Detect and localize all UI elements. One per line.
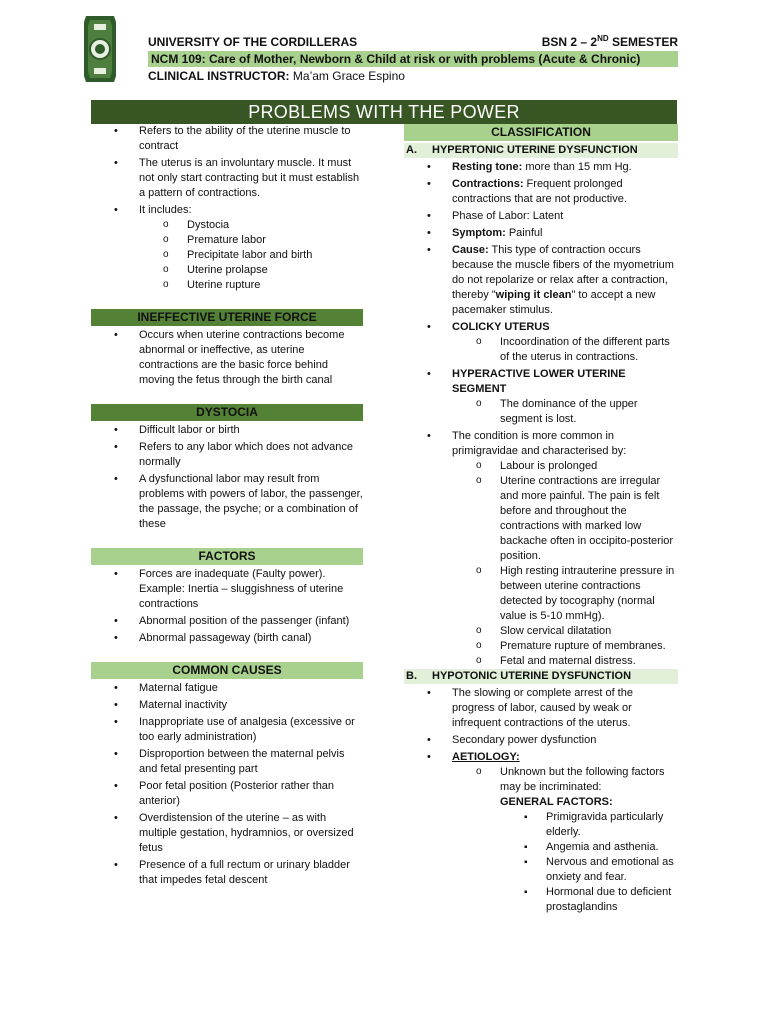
list-item: • Abnormal position of the passenger (infant) xyxy=(91,614,363,629)
subheading-hypertonic: A. HYPERTONIC UTERINE DYSFUNCTION xyxy=(404,143,678,158)
intro-list xyxy=(91,124,363,293)
list-item: o The dominance of the upper segment is lost. xyxy=(452,397,678,427)
list-item: • Inappropriate use of analgesia (excessive or too early administration) xyxy=(91,715,363,745)
list-item: o Precipitate labor and birth xyxy=(139,248,363,263)
list-item: • Overdistension of the uterine – as with multiple gestation, hydramnios, or oversized fetus xyxy=(91,811,363,856)
causes-list xyxy=(91,681,363,888)
list-item: o Premature labor xyxy=(139,233,363,248)
hypotonic-list xyxy=(404,686,678,915)
list-item: • Difficult labor or birth xyxy=(91,423,363,438)
list-item: • A dysfunctional labor may result from problems with powers of labor, the passenger, the passage, the psyche; or a combination of these xyxy=(91,472,363,532)
dystocia-list xyxy=(91,423,363,532)
hyperactive-list xyxy=(452,397,678,427)
list-item: • AETIOLOGY: o Unknown but the following factors may be incriminated: GENERAL FACTORS: ▪ Primigravida particularly elderly. ▪ Angemia and asthenia. ▪ Nervous and emotional as onxiety and fear. ▪ Hormonal due to deficient prostaglandins xyxy=(404,750,678,915)
list-item: • It includes: o Dystocia o Premature labor o Precipitate labor and birth o Uterine prolapse o Uterine rupture xyxy=(91,203,363,293)
hypertonic-list xyxy=(404,160,678,669)
aetiology-list xyxy=(452,765,678,915)
list-item: • Poor fetal position (Posterior rather than anterior) xyxy=(91,779,363,809)
list-item: • Maternal fatigue xyxy=(91,681,363,696)
list-item: o Premature rupture of membranes. xyxy=(452,639,678,654)
header-row xyxy=(148,34,678,50)
list-item: • Refers to any labor which does not advance normally xyxy=(91,440,363,470)
page-title: PROBLEMS WITH THE POWER xyxy=(91,100,677,124)
list-item: o High resting intrauterine pressure in between uterine contractions detected by tocography (normal value is 5-10 mmHg). xyxy=(452,564,678,624)
list-item: • The condition is more common in primigravidae and characterised by: o Labour is prolonged o Uterine contractions are irregular and more painful. The pain is felt before and throughout the contractions with marked low backache often in occipito-posterior position. o High resting intrauterine pressure in between uterine contractions detected by tocography (normal value is 5-10 mmHg). o Slow cervical dilatation o Premature rupture of membranes. o Fetal and maternal distress. xyxy=(404,429,678,669)
ineffective-list xyxy=(91,328,363,388)
list-item: • Disproportion between the maternal pelvis and fetal presenting part xyxy=(91,747,363,777)
list-item: o Fetal and maternal distress. xyxy=(452,654,678,669)
list-item: • Abnormal passageway (birth canal) xyxy=(91,631,363,646)
university-seal-logo xyxy=(82,14,118,84)
list-item: • Secondary power dysfunction xyxy=(404,733,678,748)
list-item: • Occurs when uterine contractions become abnormal or ineffective, as uterine contractions are the basic force behind moving the fetus through the birth canal xyxy=(91,328,363,388)
list-item: • The uterus is an involuntary muscle. It must not only start contracting but it must establish a pattern of contractions. xyxy=(91,156,363,201)
list-item: o Slow cervical dilatation xyxy=(452,624,678,639)
list-item: ▪ Primigravida particularly elderly. xyxy=(500,810,678,840)
list-item: o Uterine rupture xyxy=(139,278,363,293)
list-item: ▪ Nervous and emotional as onxiety and fear. xyxy=(500,855,678,885)
factors-list xyxy=(91,567,363,646)
list-item: o Unknown but the following factors may be incriminated: GENERAL FACTORS: ▪ Primigravida particularly elderly. ▪ Angemia and asthenia. ▪ Nervous and emotional as onxiety and fear. ▪ Hormonal due to deficient prostaglandins xyxy=(452,765,678,915)
list-item: ▪ Hormonal due to deficient prostaglandins xyxy=(500,885,678,915)
list-item: • Refers to the ability of the uterine muscle to contract xyxy=(91,124,363,154)
right-column xyxy=(404,124,678,917)
list-item: • Phase of Labor: Latent xyxy=(404,209,678,224)
list-item: • Presence of a full rectum or urinary bladder that impedes fetal descent xyxy=(91,858,363,888)
list-item: o Uterine contractions are irregular and more painful. The pain is felt before and throughout the contractions with marked low backache often in occipito-posterior position. xyxy=(452,474,678,564)
list-item: • Symptom: Painful xyxy=(404,226,678,241)
list-item: • The slowing or complete arrest of the progress of labor, caused by weak or infrequent contractions of the uterus. xyxy=(404,686,678,731)
list-item: • Resting tone: more than 15 mm Hg. xyxy=(404,160,678,175)
instructor-line: CLINICAL INSTRUCTOR: Ma’am Grace Espino xyxy=(148,69,405,83)
includes-list xyxy=(139,218,363,293)
section-heading-dystocia: DYSTOCIA xyxy=(91,404,363,421)
left-column xyxy=(91,124,363,890)
list-item: o Labour is prolonged xyxy=(452,459,678,474)
list-item: ▪ Angemia and asthenia. xyxy=(500,840,678,855)
list-item: • HYPERACTIVE LOWER UTERINE SEGMENT o The dominance of the upper segment is lost. xyxy=(404,367,678,427)
list-item: • COLICKY UTERUS o Incoordination of the different parts of the uterus in contractions. xyxy=(404,320,678,365)
course-title: NCM 109: Care of Mother, Newborn & Child at risk or with problems (Acute & Chronic) xyxy=(148,51,678,67)
list-item: • Contractions: Frequent prolonged contractions that are not productive. xyxy=(404,177,678,207)
section-heading-factors: FACTORS xyxy=(91,548,363,565)
colicky-list xyxy=(452,335,678,365)
list-item: o Dystocia xyxy=(139,218,363,233)
level-label: BSN 2 – 2ND SEMESTER xyxy=(541,34,678,49)
general-factors-list xyxy=(500,810,678,915)
list-item: • Forces are inadequate (Faulty power). Example: Inertia – sluggishness of uterine contractions xyxy=(91,567,363,612)
university-name: UNIVERSITY OF THE CORDILLERAS xyxy=(148,35,358,49)
subheading-hypotonic: B. HYPOTONIC UTERINE DYSFUNCTION xyxy=(404,669,678,684)
condition-list xyxy=(452,459,678,669)
list-item: • Cause: This type of contraction occurs because the muscle fibers of the myometrium do not repolarize or relax after a contraction, thereby "wiping it clean" to accept a new pacemaker stimulus. xyxy=(404,243,678,318)
section-heading-classification: CLASSIFICATION xyxy=(404,124,678,141)
list-item: o Uterine prolapse xyxy=(139,263,363,278)
list-item: • Maternal inactivity xyxy=(91,698,363,713)
section-heading-ineffective: INEFFECTIVE UTERINE FORCE xyxy=(91,309,363,326)
section-heading-causes: COMMON CAUSES xyxy=(91,662,363,679)
list-item: o Incoordination of the different parts of the uterus in contractions. xyxy=(452,335,678,365)
